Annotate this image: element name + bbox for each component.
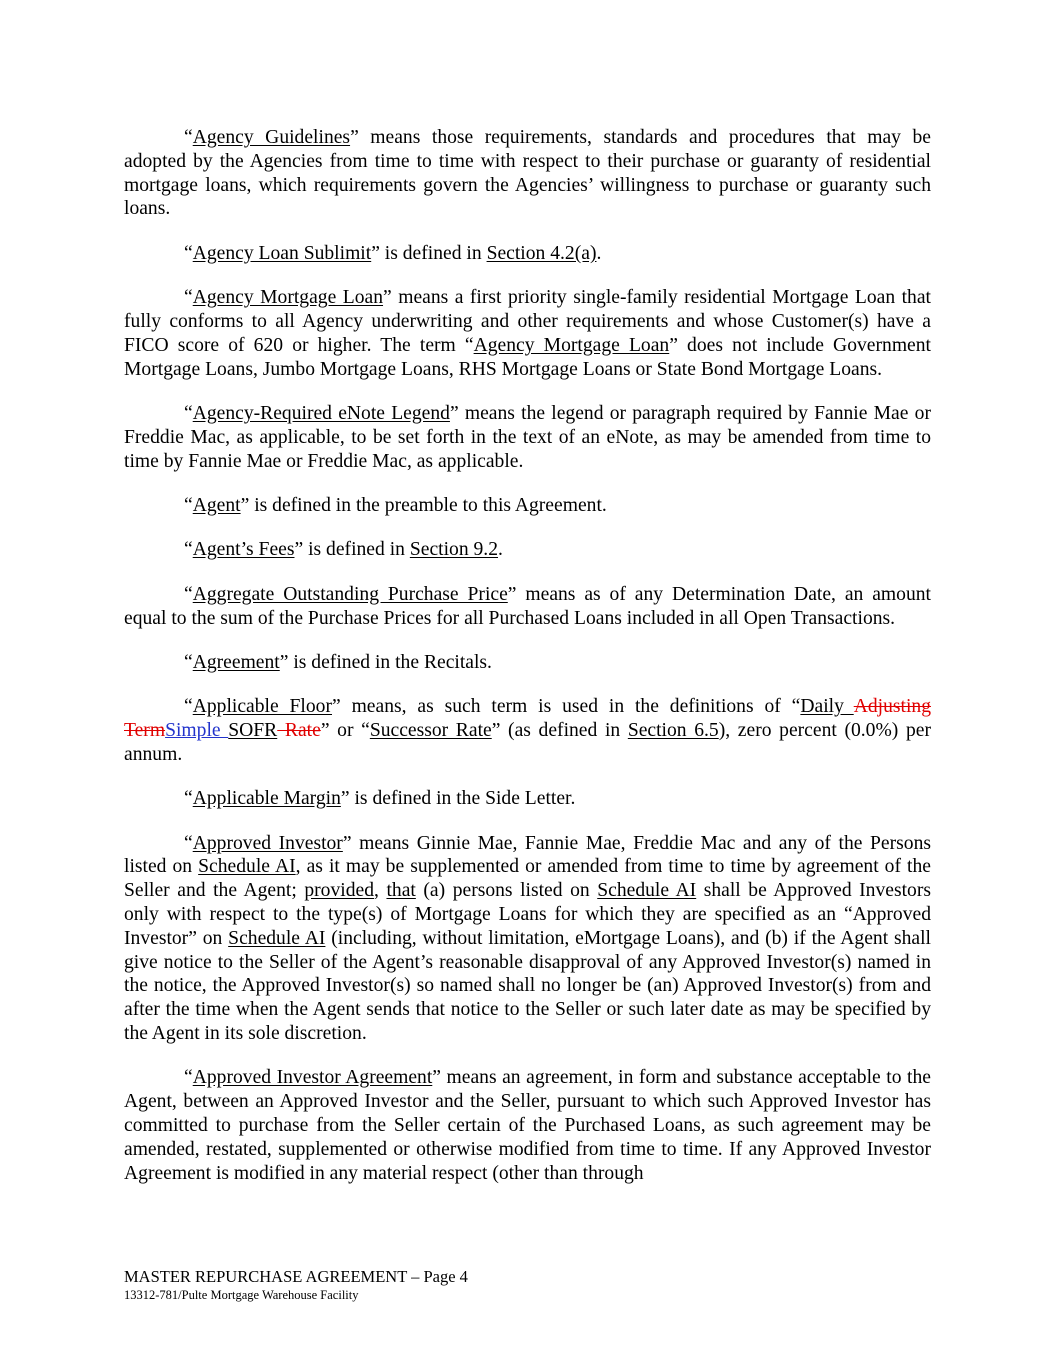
defined-term: Approved Investor <box>192 832 343 854</box>
definition-text: . <box>596 242 602 264</box>
footer-docref: 13312-781/Pulte Mortgage Warehouse Facility <box>124 1288 359 1302</box>
definition-approved-investor-agreement <box>124 1066 931 1185</box>
definition-text: ” means Ginnie Mae, Fannie Mae, Freddie Mac and any of the Persons listed on <box>124 832 931 878</box>
definition-text: ” is defined in the preamble to this Agreement. <box>240 494 607 516</box>
defined-term: Agent <box>192 494 241 516</box>
inserted-text: Simple <box>165 720 229 742</box>
definition-applicable-floor <box>124 695 931 766</box>
defined-term: Agent’s Fees <box>192 539 295 561</box>
open-quote: “ <box>184 788 193 810</box>
definition-text: ” does not include Government Mortgage Loans, Jumbo Mortgage Loans, RHS Mortgage Loans or State Bond Mortgage Loans. <box>124 334 931 380</box>
definition-agreement <box>124 651 931 675</box>
definition-text: ” means a first priority single-family residential Mortgage Loan that fully conforms to all Agency underwriting and other requirements and whose Customer(s) have a FICO score of 620 or higher. The term “ <box>124 287 931 356</box>
defined-term: Agency Loan Sublimit <box>192 242 372 264</box>
defined-term: Successor Rate <box>369 720 492 742</box>
section-reference: Section 6.5 <box>627 720 719 742</box>
definition-agency-loan-sublimit <box>124 242 931 266</box>
definition-text: ” means, as such term is used in the definitions of “ <box>332 696 801 718</box>
definition-text: , <box>374 880 387 902</box>
schedule-reference: Schedule AI <box>597 880 697 902</box>
section-reference: Section 9.2 <box>409 539 499 561</box>
open-quote: “ <box>184 494 193 516</box>
definition-text: ” means the legend or paragraph required by Fannie Mae or Freddie Mac, as applicable, to be set forth in the text of an eNote, as may be amended from time to time by Fannie Mae or Freddie Mac, as applicable. <box>124 402 931 472</box>
section-reference: Section 4.2(a) <box>486 242 597 264</box>
open-quote: “ <box>184 696 193 718</box>
definition-agency-mortgage-loan <box>124 286 931 381</box>
open-quote: “ <box>184 539 193 561</box>
schedule-reference: Schedule AI <box>198 856 296 878</box>
definition-text: ” (as defined in <box>491 720 628 742</box>
definition-text: ” is defined in <box>371 242 487 264</box>
page-footer <box>124 1267 468 1303</box>
defined-term: Agency-Required eNote Legend <box>192 402 450 424</box>
definition-text: ), zero percent (0.0%) per annum. <box>124 720 931 765</box>
definition-text: ” means as of any Determination Date, an amount equal to the sum of the Purchase Prices for all Purchased Loans included in all Open Transactions. <box>124 583 931 629</box>
definition-agency-guidelines <box>124 126 931 221</box>
defined-term: Agreement <box>192 651 280 673</box>
open-quote: “ <box>184 651 193 673</box>
definition-approved-investor <box>124 832 931 1046</box>
definition-text: shall be Approved Investors only with respect to the type(s) of Mortgage Loans for which they are specified as an “Approved Investor” on <box>124 880 931 949</box>
definition-text: ” is defined in the Side Letter. <box>340 788 576 810</box>
open-quote: “ <box>184 832 193 854</box>
defined-term: Applicable Margin <box>192 788 341 810</box>
definition-text: ” or “ <box>320 720 370 742</box>
deleted-text: Rate <box>277 720 321 742</box>
open-quote: “ <box>184 287 193 309</box>
definition-aggregate-outstanding-purchase-price <box>124 583 931 631</box>
definition-applicable-margin <box>124 787 931 811</box>
schedule-reference: Schedule AI <box>228 927 326 949</box>
definition-text: ” means those requirements, standards and procedures that may be adopted by the Agencies from time to time with respect to their purchase or guaranty of residential mortgage loans, which requirements govern the Agencies’ willingness to purchase or guaranty such loans. <box>124 127 931 220</box>
open-quote: “ <box>184 127 193 148</box>
defined-term: Agency Mortgage Loan <box>192 287 384 309</box>
definition-text: . <box>498 539 503 561</box>
defined-term: Agency Mortgage Loan <box>473 334 670 356</box>
defined-term-daily: Daily <box>800 696 854 718</box>
open-quote: “ <box>184 1067 193 1089</box>
defined-term: Approved Investor Agreement <box>192 1067 433 1089</box>
definition-text: (a) persons listed on <box>415 880 598 902</box>
defined-term-sofr: SOFR <box>228 720 278 742</box>
definition-text: ” is defined in the Recitals. <box>279 651 492 673</box>
definition-text: , as it may be supplemented or amended from time to time by agreement of the Seller and the Agent; <box>124 856 931 902</box>
defined-term: Agency Guidelines <box>192 127 351 148</box>
open-quote: “ <box>184 583 193 605</box>
definition-agents-fees <box>124 538 931 562</box>
document-body <box>124 126 931 1185</box>
open-quote: “ <box>184 242 193 264</box>
open-quote: “ <box>184 402 193 424</box>
definition-text: (including, without limitation, eMortgage Loans), and (b) if the Agent shall give notice to the Seller of the Agent’s reasonable disapproval of any Approved Investor(s) named in the notice, the Approved Investor(s) so named shall no longer be (an) Approved Investor(s) from and after the time when the Agent sends that notice to the Seller or such later date as may be specified by the Agent in its sole discretion. <box>124 927 931 1045</box>
definition-text: ” means an agreement, in form and substance acceptable to the Agent, between an Approved Investor and the Seller, pursuant to which such Approved Investor has committed to purchase from the Seller certain of the Purchased Loans, as such agreement may be amended, restated, supplemented or otherwise modified from time to time. If any Approved Investor Agreement is modified in any material respect (other than through <box>124 1067 931 1184</box>
provided-keyword: provided <box>304 880 375 902</box>
footer-title: MASTER REPURCHASE AGREEMENT – Page 4 <box>124 1267 468 1286</box>
defined-term: Applicable Floor <box>192 696 332 718</box>
defined-term: Aggregate Outstanding Purchase Price <box>192 583 508 605</box>
definition-agency-required-enote-legend <box>124 402 931 473</box>
definition-text: ” is defined in <box>294 539 410 561</box>
definition-agent <box>124 494 931 518</box>
deleted-text: Adjusting Term <box>124 696 931 742</box>
that-keyword: that <box>386 880 416 902</box>
